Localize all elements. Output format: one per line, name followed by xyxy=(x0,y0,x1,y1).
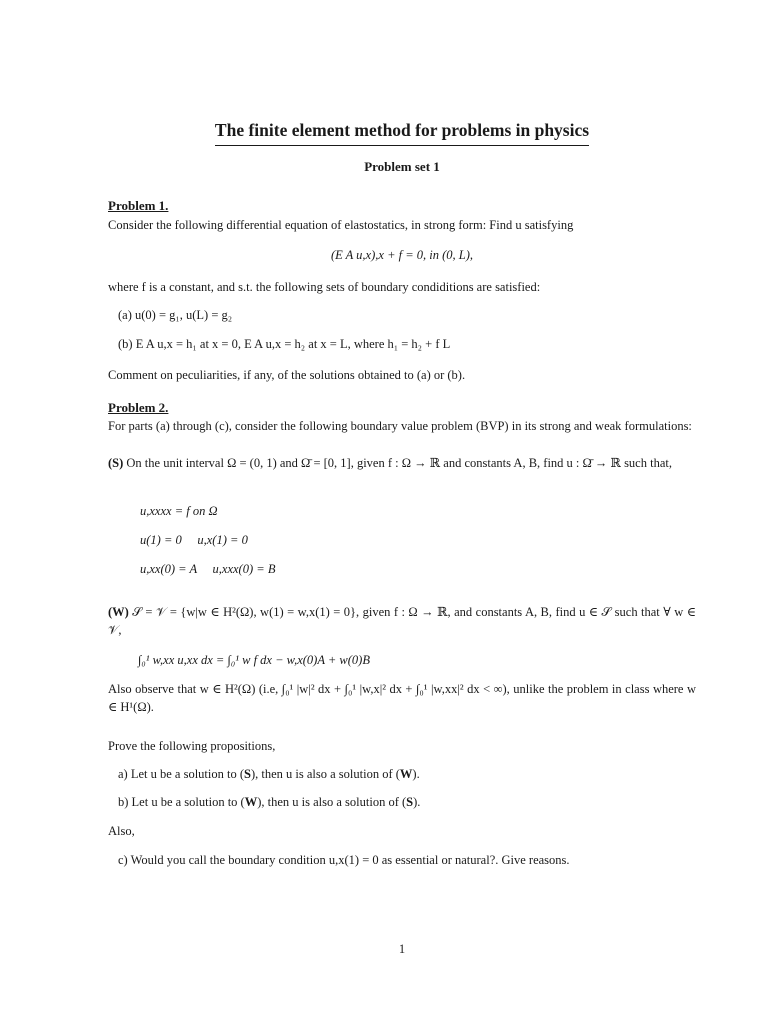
problem2-eq3: u,xx(0) = A u,xxx(0) = B xyxy=(140,562,276,576)
prop-b-pre: b) Let u be a solution to ( xyxy=(118,795,245,809)
prop-b-w: W xyxy=(244,795,258,809)
prop-b-mid: ), then u is also a solution of ( xyxy=(257,795,407,809)
weak-form-text: 𝒮 = 𝒱 = {w|w ∈ H²(Ω), w(1) = w,x(1) = 0}, given f : Ω → ℝ, and constants A, B, find u ∈ 𝒮 such that ∀ w ∈ 𝒱, xyxy=(108,605,696,638)
problem1-case-b: (b) E A u,x = h₁ at x = 0, E A u,x = h₂ at x = L, where h₁ = h₂ + f L xyxy=(118,337,451,351)
problem2-heading: Problem 2. xyxy=(108,400,169,415)
prop-a-mid: ), then u is also a solution of ( xyxy=(250,767,400,781)
problem1-case-a: (a) u(0) = g₁, u(L) = g₂ xyxy=(118,308,233,322)
problem2-weak-equation: ∫₀¹ w,xx u,xx dx = ∫₀¹ w f dx − w,x(0)A + w(0)B xyxy=(138,653,370,667)
prop-b-end: ). xyxy=(413,795,421,809)
problem1-condition-intro: where f is a constant, and s.t. the following sets of boundary condiditions are satisfied: xyxy=(108,280,541,294)
document-title xyxy=(108,118,696,146)
problem1-intro: Consider the following differential equation of elastostatics, in strong form: Find u satisfying xyxy=(108,218,574,232)
page-number: 1 xyxy=(398,942,406,956)
problem1-comment: Comment on peculiarities, if any, of the solutions obtained to (a) or (b). xyxy=(108,368,466,382)
problem2-strong-form xyxy=(108,454,696,472)
problem1-equation: (E A u,x),x + f = 0, in (0, L), xyxy=(330,248,474,262)
problem1-heading: Problem 1. xyxy=(108,198,169,213)
strong-form-label: (S) xyxy=(108,456,124,470)
weak-form-label: (W) xyxy=(108,605,129,619)
problem2-prove: Prove the following propositions, xyxy=(108,739,276,753)
problem2-eq2: u(1) = 0 u,x(1) = 0 xyxy=(140,533,248,547)
prop-a-s: S xyxy=(244,767,251,781)
problem2-observe: Also observe that w ∈ H²(Ω) (i.e, ∫₀¹ |w|² dx + ∫₀¹ |w,x|² dx + ∫₀¹ |w,xx|² dx < ∞), unlike the problem in class where w ∈ H¹(Ω). xyxy=(108,682,696,715)
problem2-eq1: u,xxxx = f on Ω xyxy=(140,504,218,518)
proposition-c: c) Would you call the boundary condition u,x(1) = 0 as essential or natural?. Give reasons. xyxy=(118,853,570,867)
document-subtitle: Problem set 1 xyxy=(364,159,440,174)
problem2-weak-form xyxy=(108,603,696,639)
strong-form-text: On the unit interval Ω = (0, 1) and Ω̄ = [0, 1], given f : Ω → ℝ and constants A, B, find u : Ω̄ → ℝ such that, xyxy=(123,456,672,470)
prop-a-end: ). xyxy=(412,767,420,781)
prop-a-w: W xyxy=(399,767,413,781)
problem2-intro: For parts (a) through (c), consider the following boundary value problem (BVP) in its strong and weak formulations: xyxy=(108,419,692,433)
proposition-b xyxy=(108,793,420,811)
problem2-also: Also, xyxy=(108,824,135,838)
prop-a-pre: a) Let u be a solution to ( xyxy=(118,767,245,781)
prop-b-s: S xyxy=(406,795,414,809)
title-text: The finite element method for problems in physics xyxy=(215,118,589,146)
proposition-a xyxy=(108,765,420,783)
